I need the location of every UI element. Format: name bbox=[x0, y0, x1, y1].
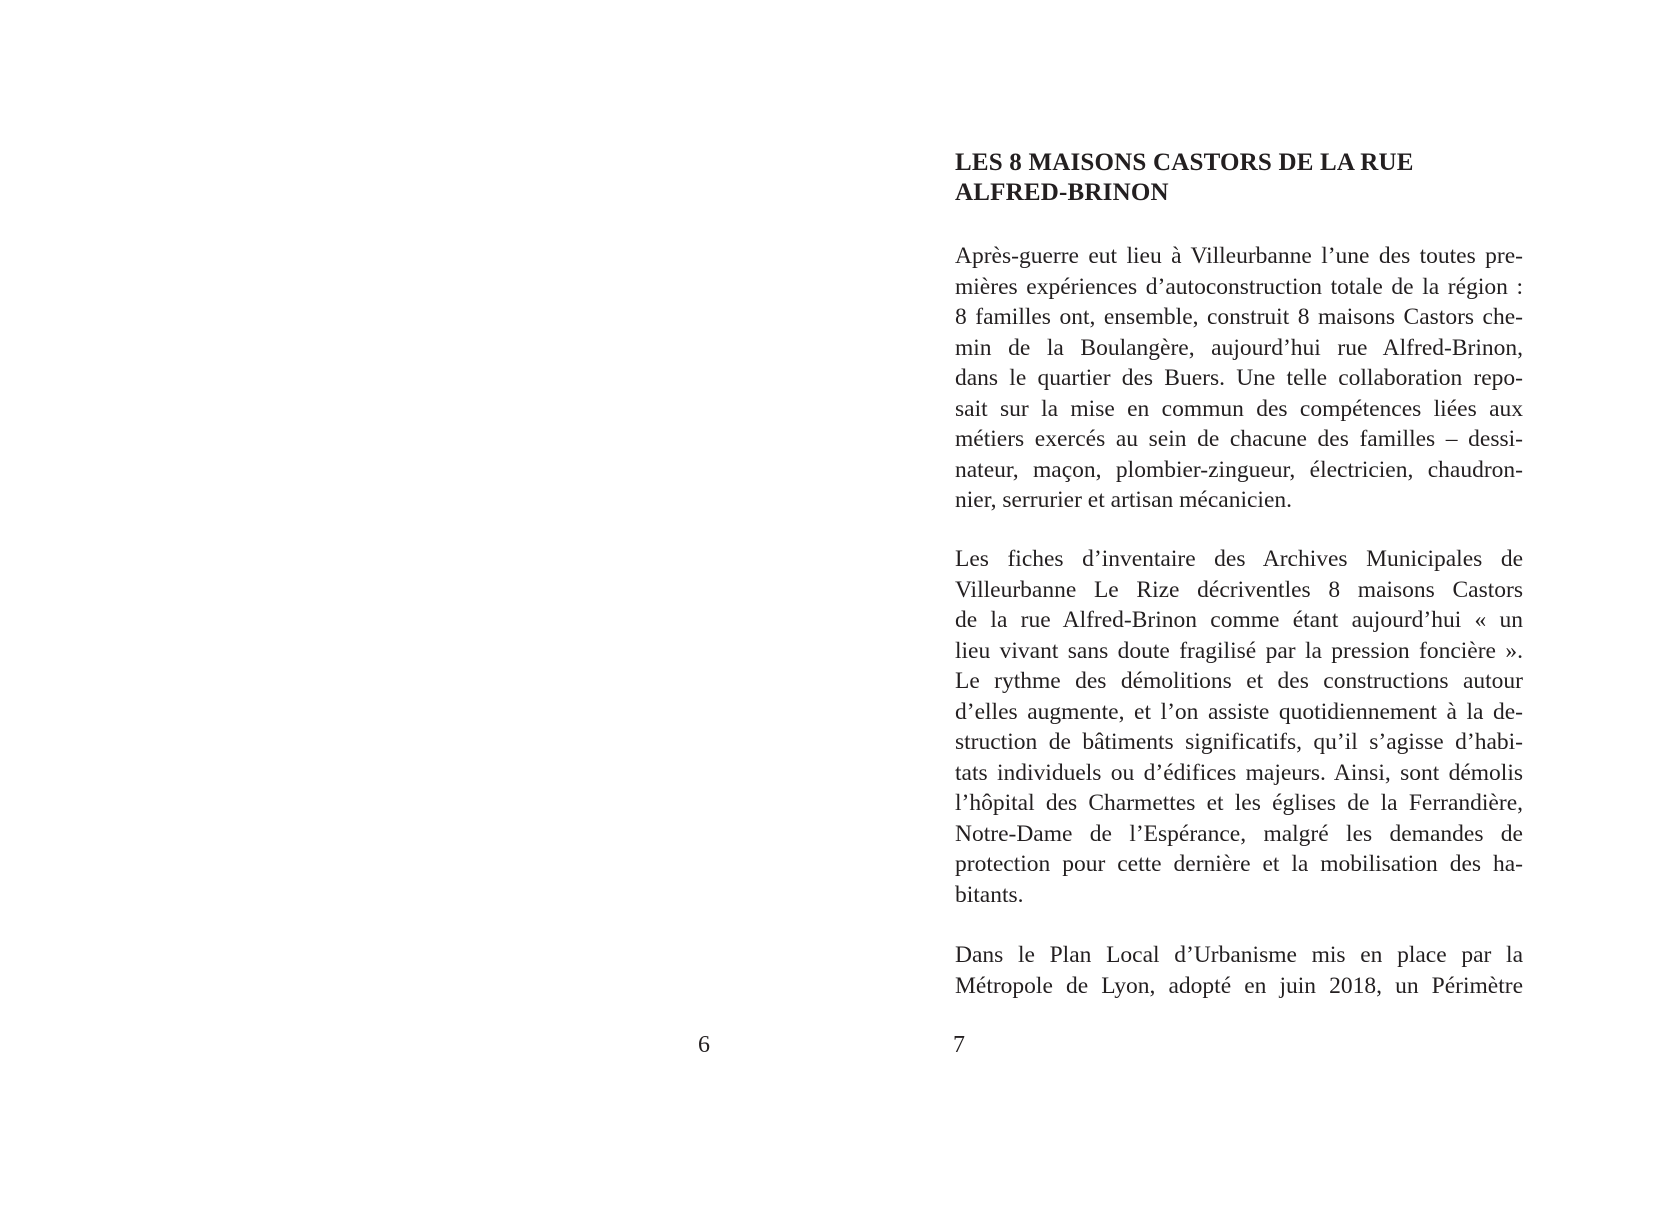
text-line: min de la Boulangère, aujourd’hui rue Alfred-Brinon, bbox=[955, 334, 1523, 361]
page-number-left: 6 bbox=[698, 1032, 710, 1058]
text-line: Le rythme des démolitions et des constructions autour bbox=[955, 668, 1523, 694]
page-number-right: 7 bbox=[953, 1032, 965, 1058]
text-line: Villeurbanne Le Rize décriventles 8 maisons Castors bbox=[955, 576, 1523, 603]
text-line: de la rue Alfred-Brinon comme étant aujourd’hui « un bbox=[955, 607, 1523, 633]
text-line: d’elles augmente, et l’on assiste quotidiennement à la de- bbox=[955, 698, 1523, 725]
text-line: Notre-Dame de l’Espérance, malgré les demandes de bbox=[955, 820, 1523, 847]
paragraph-2 bbox=[955, 544, 1523, 910]
title-line: ALFRED-BRINON bbox=[955, 179, 1169, 206]
text-line: sait sur la mise en commun des compétences liées aux bbox=[955, 395, 1523, 422]
text-line: Métropole de Lyon, adopté en juin 2018, un Périmètre bbox=[955, 972, 1523, 999]
text-line: tats individuels ou d’édifices majeurs. Ainsi, sont démolis bbox=[955, 759, 1523, 786]
text-line: protection pour cette dernière et la mobilisation des ha- bbox=[955, 851, 1523, 877]
text-line: Après-guerre eut lieu à Villeurbanne l’une des toutes pre- bbox=[955, 243, 1523, 269]
text-line: lieu vivant sans doute fragilisé par la pression foncière ». bbox=[955, 637, 1523, 664]
paragraph-1 bbox=[955, 241, 1523, 516]
chapter-title bbox=[955, 148, 1475, 208]
text-line: Les fiches d’inventaire des Archives Municipales de bbox=[955, 546, 1523, 572]
text-line: l’hôpital des Charmettes et les églises de la Ferrandière, bbox=[955, 790, 1523, 816]
text-line: struction de bâtiments significatifs, qu’il s’agisse d’habi- bbox=[955, 729, 1523, 755]
paragraph-3 bbox=[955, 940, 1523, 1001]
text-line: 8 familles ont, ensemble, construit 8 maisons Castors che- bbox=[955, 304, 1523, 330]
text-line: nateur, maçon, plombier-zingueur, électricien, chaudron- bbox=[955, 456, 1523, 483]
right-page bbox=[827, 0, 1654, 1211]
title-line: LES 8 MAISONS CASTORS DE LA RUE bbox=[955, 149, 1414, 176]
text-line: mières expériences d’autoconstruction totale de la région : bbox=[955, 273, 1523, 300]
text-line: nier, serrurier et artisan mécanicien. bbox=[955, 487, 1293, 513]
text-line: Dans le Plan Local d’Urbanisme mis en place par la bbox=[955, 942, 1523, 968]
text-line: métiers exercés au sein de chacune des familles – dessi- bbox=[955, 426, 1523, 452]
text-line: bitants. bbox=[955, 881, 1024, 908]
text-line: dans le quartier des Buers. Une telle collaboration repo- bbox=[955, 365, 1523, 391]
